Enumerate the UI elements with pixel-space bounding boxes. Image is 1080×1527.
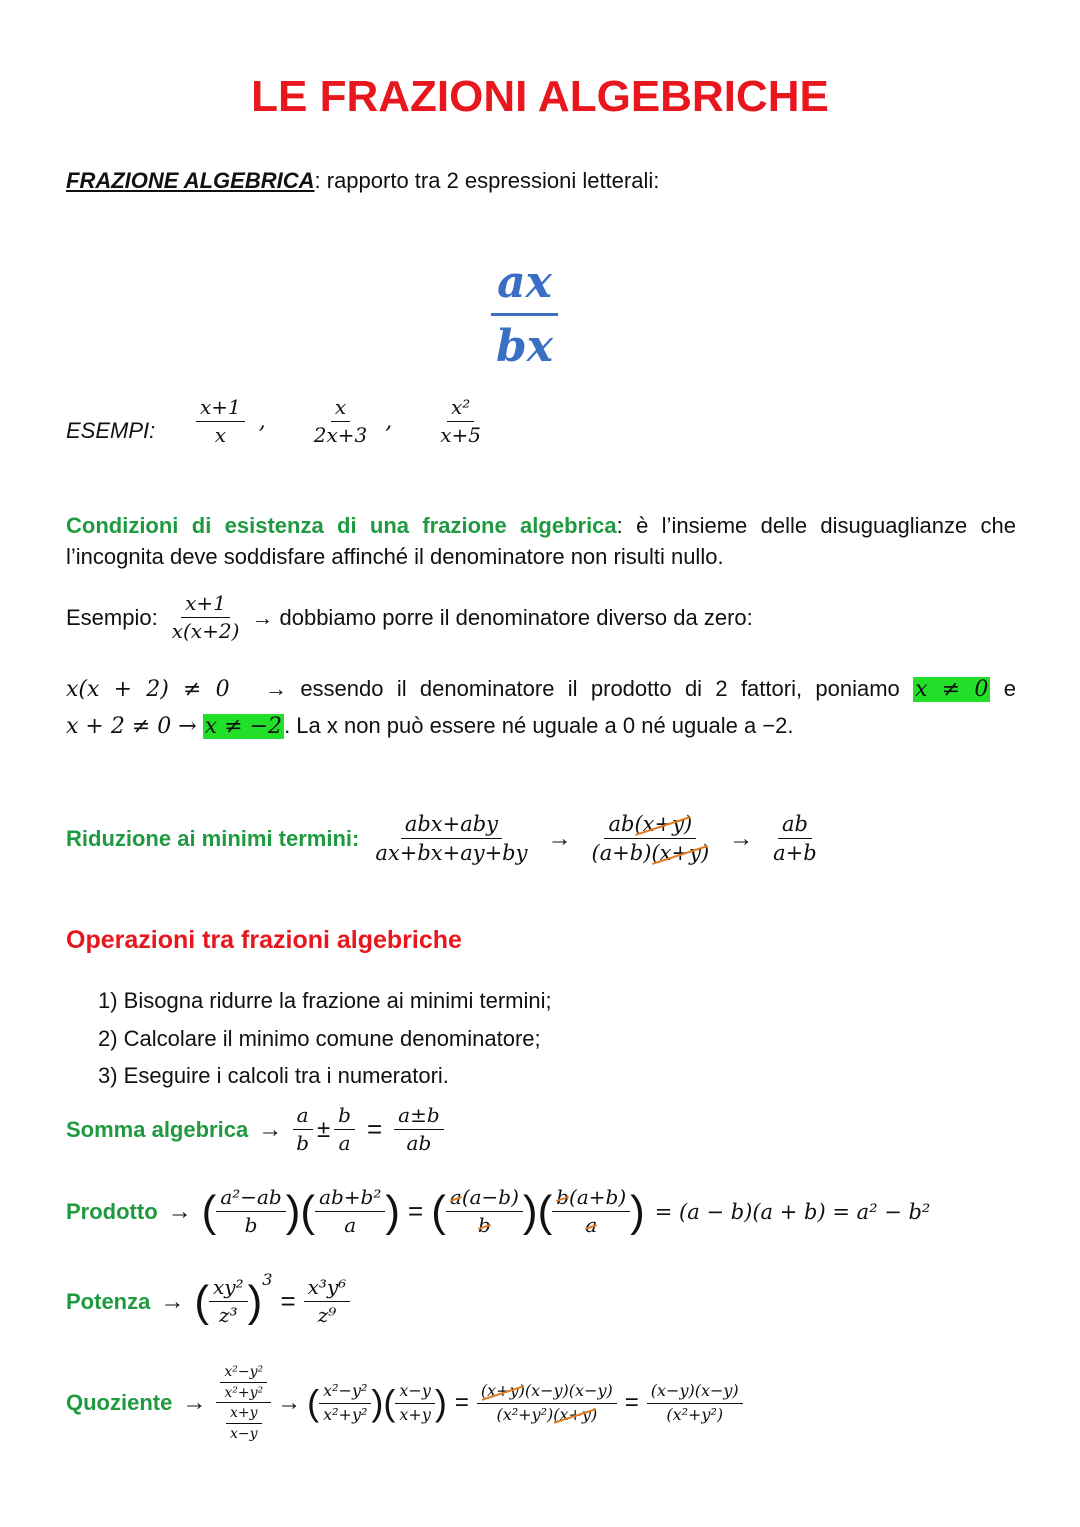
- conditions-example-text: → dobbiamo porre il denominatore diverso da zero:: [251, 604, 753, 630]
- example-separator: ,: [258, 409, 266, 434]
- sum-label: Somma algebrica: [66, 1116, 249, 1142]
- quotient-result-denominator: (x²+y²): [666, 1404, 724, 1424]
- product-f1-denominator: b: [244, 1213, 258, 1237]
- power-base-numerator: xy²: [209, 1276, 248, 1302]
- product-arrow: →: [167, 1197, 192, 1225]
- product-label: Prodotto: [66, 1198, 158, 1224]
- product-result: = (a − b)(a + b) = a² − b²: [654, 1199, 931, 1224]
- quotient-equals-2: =: [624, 1389, 639, 1417]
- quotient-equals: =: [454, 1389, 469, 1417]
- conditions-l4-text: . La x non può essere né uguale a 0 né uguale a −2.: [284, 713, 794, 738]
- product-fraction-4: [552, 1186, 630, 1237]
- sum-result-denominator: ab: [406, 1131, 432, 1155]
- product-g1-num-cancelled: a: [449, 1185, 462, 1209]
- sum-result-fraction: [394, 1104, 443, 1155]
- quotient-fraction-1: [319, 1382, 371, 1424]
- page-title: LE FRAZIONI ALGEBRICHE: [251, 72, 829, 121]
- reduction-f2-den-cancelled: (x+y): [651, 841, 710, 866]
- conditions-example-fraction: [168, 592, 244, 643]
- conditions-l3-math: x(x + 2) ≠ 0: [66, 677, 230, 702]
- example-1-denominator: x: [214, 423, 227, 447]
- reduction-f2-num-a: ab: [608, 812, 635, 836]
- example-3-denominator: x+5: [440, 423, 482, 447]
- operations-steps: [98, 982, 552, 1095]
- sum-a-denominator: b: [296, 1131, 309, 1155]
- reduction-f3-denominator: a+b: [773, 841, 817, 866]
- quotient-r1-num: (x−y)(x−y): [524, 1381, 613, 1401]
- conditions-title: Condizioni di esistenza di una frazione algebrica: [66, 513, 617, 538]
- conditions-line-2: l’incognita deve soddisfare affinché il denominatore non risulti nullo.: [66, 544, 724, 569]
- definition-example-numerator: ax: [491, 258, 558, 316]
- examples-fractions: [196, 396, 485, 447]
- power-base-fraction: [209, 1276, 248, 1327]
- reduction-fraction-2: [588, 812, 714, 865]
- definition-term: FRAZIONE ALGEBRICA: [66, 168, 315, 193]
- quotient-row: Quoziente → $\frac{\frac{\text{x²−y²}}{\text{x²+y²}}}{\frac{x+y}{x-y}}$ → ( $\frac{\text{x²−y²}}{\text{x²+y²}}$ ) ( $\frac{x-y}{x+y}$ ) = $\frac{(x+y)(x-y)(x-y)}{\text{(x²+y²)(x+y)}}$ = $\frac{(x-y)(x-y)}{\text{(x²+y²)}}$: [66, 1364, 743, 1442]
- quotient-p1-numerator: x²−y²: [319, 1382, 371, 1403]
- quotient-r1-num-cancelled: (x+y): [480, 1381, 525, 1401]
- product-fraction-3: [446, 1186, 523, 1237]
- sum-arrow: →: [258, 1115, 283, 1143]
- conditions-example-denominator: x(x+2): [171, 619, 240, 643]
- reduction-arrow: →: [729, 824, 754, 852]
- definition-text: : rapporto tra 2 espressioni letterali:: [314, 168, 660, 193]
- sum-b-numerator: b: [334, 1104, 355, 1130]
- conditions-line-1: [66, 507, 1016, 544]
- conditions-example-label: Esempio:: [66, 604, 158, 630]
- quotient-bottom-denominator: x−y: [229, 1426, 258, 1443]
- reduction-f2-num-cancelled: (x+y): [634, 812, 693, 836]
- product-f2-denominator: a: [344, 1213, 357, 1237]
- sum-fraction-a: [292, 1104, 313, 1155]
- product-equals: =: [408, 1196, 424, 1226]
- reduction-arrow: →: [547, 824, 572, 852]
- example-3-numerator: x²: [447, 396, 474, 422]
- examples-label: ESEMPI:: [66, 418, 156, 443]
- conditions-example: [66, 592, 753, 643]
- sum-a-numerator: a: [293, 1104, 313, 1130]
- product-g2-den-cancelled: a: [585, 1213, 598, 1237]
- product-g2-num: (a+b): [569, 1185, 627, 1209]
- quotient-r1-den-cancelled: (x+y): [553, 1404, 598, 1424]
- power-base-denominator: z³: [219, 1303, 238, 1327]
- example-fraction-1: [196, 396, 245, 447]
- conditions-l4-math: x + 2 ≠ 0 →: [66, 714, 197, 739]
- quotient-p1-denominator: x²+y²: [323, 1404, 368, 1424]
- definition-example-denominator: bx: [496, 320, 553, 372]
- definition-line: [66, 168, 659, 194]
- quotient-label: Quoziente: [66, 1390, 173, 1416]
- power-result-denominator: z⁹: [317, 1303, 337, 1327]
- example-1-numerator: x+1: [196, 396, 245, 422]
- quotient-p2-numerator: x−y: [395, 1382, 434, 1403]
- example-separator: ,: [385, 409, 393, 434]
- quotient-fraction-3: [477, 1382, 617, 1424]
- reduction-f1-numerator: abx+aby: [401, 812, 502, 839]
- conditions-l3-highlight: x ≠ 0: [915, 677, 989, 702]
- example-fraction-3: [436, 396, 485, 447]
- product-g1-num: (a−b): [461, 1185, 519, 1209]
- quotient-bottom-numerator: x+y: [226, 1405, 262, 1424]
- conditions-text-1: : è l’insieme delle disuguaglianze che: [616, 513, 1016, 538]
- definition-example-fraction: [490, 258, 559, 372]
- reduction-f1-denominator: ax+bx+ay+by: [375, 841, 528, 866]
- power-result-numerator: x³y⁶: [304, 1276, 351, 1302]
- conditions-l4-highlight: x ≠ −2: [204, 714, 283, 739]
- example-fraction-2: [310, 396, 372, 447]
- operations-step-2: 2) Calcolare il minimo comune denominatore;: [98, 1025, 541, 1051]
- power-arrow: →: [160, 1287, 185, 1315]
- quotient-fraction-2: [395, 1382, 434, 1424]
- conditions-line-3: [66, 676, 1016, 702]
- quotient-result-fraction: [647, 1382, 743, 1424]
- quotient-top-denominator: x²+y²: [224, 1385, 264, 1402]
- quotient-complex-fraction: [216, 1364, 271, 1442]
- power-result-fraction: [304, 1276, 351, 1327]
- operations-step-1: 1) Bisogna ridurre la frazione ai minimi termini;: [98, 988, 552, 1013]
- sum-operator: ±: [317, 1115, 331, 1143]
- reduction-label: Riduzione ai minimi termini:: [66, 825, 360, 851]
- power-equals: =: [280, 1286, 296, 1316]
- product-fraction-2: [315, 1186, 385, 1237]
- product-g2-num-cancelled: b: [556, 1185, 570, 1209]
- reduction-f3-numerator: ab: [778, 812, 812, 839]
- reduction-fraction-1: [371, 812, 531, 865]
- conditions-l3-end: e: [1003, 676, 1016, 701]
- product-row: Prodotto → ( $\frac{\text{a²−ab}}{b}$ ) ( $\frac{\text{ab+b²}}{a}$ ) = ( $\frac{a(a-b)}{b}$ ) ( $\frac{b(a+b)}{a}$ ) = (a − b)(a + b) = a² − b²: [66, 1185, 931, 1237]
- conditions-line-4: [66, 713, 794, 739]
- quotient-p2-denominator: x+y: [399, 1404, 431, 1424]
- power-exponent: 3: [262, 1270, 273, 1289]
- sum-b-denominator: a: [338, 1131, 351, 1155]
- quotient-top-numerator: x²−y²: [220, 1364, 267, 1383]
- quotient-r1-den: (x²+y²): [496, 1404, 554, 1424]
- quotient-arrow: →: [182, 1389, 207, 1417]
- product-g1-den-cancelled: b: [477, 1213, 491, 1237]
- quotient-result-numerator: (x−y)(x−y): [647, 1382, 743, 1403]
- conditions-example-numerator: x+1: [181, 592, 230, 618]
- example-2-denominator: 2x+3: [313, 423, 368, 447]
- sum-fraction-b: [334, 1104, 355, 1155]
- reduction-row: [66, 812, 821, 865]
- reduction-f2-den-a: (a+b): [591, 841, 652, 866]
- reduction-fraction-3: [769, 812, 821, 865]
- operations-step-3: 3) Eseguire i calcoli tra i numeratori.: [98, 1063, 449, 1088]
- product-fraction-1: [216, 1186, 285, 1237]
- sum-row: [66, 1104, 444, 1155]
- product-f2-numerator: ab+b²: [315, 1186, 385, 1212]
- conditions-l3-text: → essendo il denominatore il prodotto di 2 fattori, poniamo: [265, 676, 900, 701]
- operations-title: Operazioni tra frazioni algebriche: [66, 926, 462, 954]
- sum-equals: =: [366, 1114, 383, 1144]
- quotient-arrow-2: →: [277, 1389, 302, 1417]
- example-2-numerator: x: [331, 396, 350, 422]
- sum-result-numerator: a±b: [394, 1104, 443, 1130]
- product-f1-numerator: a²−ab: [216, 1186, 285, 1212]
- power-label: Potenza: [66, 1288, 151, 1314]
- power-row: Potenza → ( $\frac{\text{xy²}}{\text{z³}}$ ) 3 = $\frac{\text{x³y⁶}}{\text{z⁹}}$: [66, 1276, 350, 1327]
